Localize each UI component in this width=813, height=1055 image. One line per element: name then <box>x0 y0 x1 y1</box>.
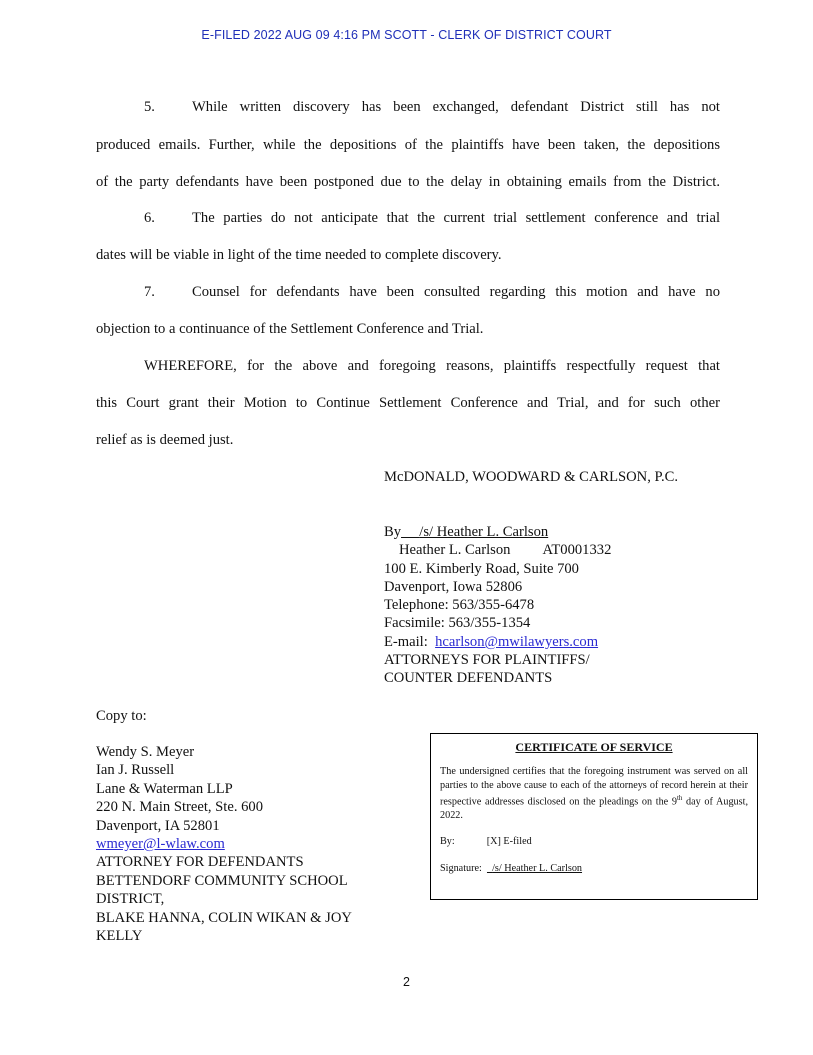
email-label: E-mail: <box>384 634 428 650</box>
copy-to-email-line <box>96 835 225 853</box>
by-label: By <box>384 524 402 540</box>
paragraph-5-text-1: While written discovery has been exchanged, defendant District still has not <box>192 99 720 115</box>
paragraph-6-number: 6. <box>144 210 155 226</box>
paragraph-7-number: 7. <box>144 284 155 300</box>
efiled-stamp: E-FILED 2022 AUG 09 4:16 PM SCOTT - CLERK OF DISTRICT COURT <box>201 28 612 42</box>
copy-to-email-link[interactable]: wmeyer@l-wlaw.com <box>96 836 225 852</box>
law-firm-name: McDONALD, WOODWARD & CARLSON, P.C. <box>384 469 679 485</box>
page-number: 2 <box>403 975 410 989</box>
certificate-by-line <box>440 836 748 847</box>
signature-line <box>384 523 683 541</box>
firm-address-1: 100 E. Kimberly Road, Suite 700 <box>384 561 579 577</box>
certificate-signature-value: /s/ Heather L. Carlson <box>492 862 583 874</box>
paragraph-7-text-1: Counsel for defendants have been consulted regarding this motion and have no <box>192 284 720 300</box>
paragraph-5-number: 5. <box>144 99 155 115</box>
firm-telephone: Telephone: 563/355-6478 <box>384 597 535 613</box>
copy-to-role-2: BETTENDORF COMMUNITY SCHOOL <box>96 873 348 889</box>
copy-to-line-5: Davenport, IA 52801 <box>96 818 220 834</box>
certificate-of-service-box <box>430 733 758 900</box>
certificate-signature-label: Signature: <box>440 862 482 874</box>
wherefore-line-3: relief as is deemed just. <box>96 432 234 448</box>
certificate-body: The undersigned certifies that the foregoing instrument was served on all parties to the above cause to each of the attorneys of record herein at their respective addresses disclosed on the pleadings on the 9th day of August, 2022. <box>440 766 748 822</box>
certificate-by-label: By: <box>440 835 455 847</box>
copy-to-role-4: BLAKE HANNA, COLIN WIKAN & JOY <box>96 910 352 926</box>
paragraph-6-line-2: dates will be viable in light of the time needed to complete discovery. <box>96 247 502 263</box>
attorney-role-2: COUNTER DEFENDANTS <box>384 670 553 686</box>
firm-address-2: Davenport, Iowa 52806 <box>384 579 523 595</box>
attorney-name-line <box>384 541 611 559</box>
paragraph-5-line-2: produced emails. Further, while the depositions of the plaintiffs have been taken, the depositions <box>96 137 720 153</box>
copy-to-line-3: Lane & Waterman LLP <box>96 781 233 797</box>
copy-to-line-2: Ian J. Russell <box>96 762 175 778</box>
certificate-efiled-value: [X] E-filed <box>486 835 532 847</box>
certificate-signature-line <box>440 863 748 874</box>
copy-to-line-4: 220 N. Main Street, Ste. 600 <box>96 799 264 815</box>
paragraph-7-line-2: objection to a continuance of the Settlement Conference and Trial. <box>96 321 484 337</box>
firm-facsimile: Facsimile: 563/355-1354 <box>384 615 531 631</box>
attorney-role-1: ATTORNEYS FOR PLAINTIFFS/ <box>384 652 590 668</box>
paragraph-6-line-1 <box>96 209 720 227</box>
attorney-name: Heather L. Carlson <box>399 542 511 558</box>
wherefore-line-1 <box>96 357 720 375</box>
certificate-title: CERTIFICATE OF SERVICE <box>515 740 673 754</box>
firm-email-link[interactable]: hcarlson@mwilawyers.com <box>435 634 599 650</box>
paragraph-5-line-1 <box>96 98 720 116</box>
bar-number: AT0001332 <box>542 542 612 558</box>
paragraph-5-line-3: of the party defendants have been postponed due to the delay in obtaining emails from the District. <box>96 174 720 190</box>
copy-to-line-1: Wendy S. Meyer <box>96 744 195 760</box>
wherefore-text-1: WHEREFORE, for the above and foregoing reasons, plaintiffs respectfully request that <box>144 358 720 374</box>
copy-to-role-5: KELLY <box>96 928 143 944</box>
copy-to-role-3: DISTRICT, <box>96 891 165 907</box>
copy-to-label: Copy to: <box>96 708 147 724</box>
paragraph-7-line-1 <box>96 283 720 301</box>
signature-value: /s/ Heather L. Carlson <box>419 524 549 540</box>
paragraph-6-text-1: The parties do not anticipate that the current trial settlement conference and trial <box>192 210 720 226</box>
copy-to-role-1: ATTORNEY FOR DEFENDANTS <box>96 854 304 870</box>
firm-email-line <box>384 633 598 651</box>
wherefore-line-2: this Court grant their Motion to Continue Settlement Conference and Trial, and for such other <box>96 395 720 411</box>
